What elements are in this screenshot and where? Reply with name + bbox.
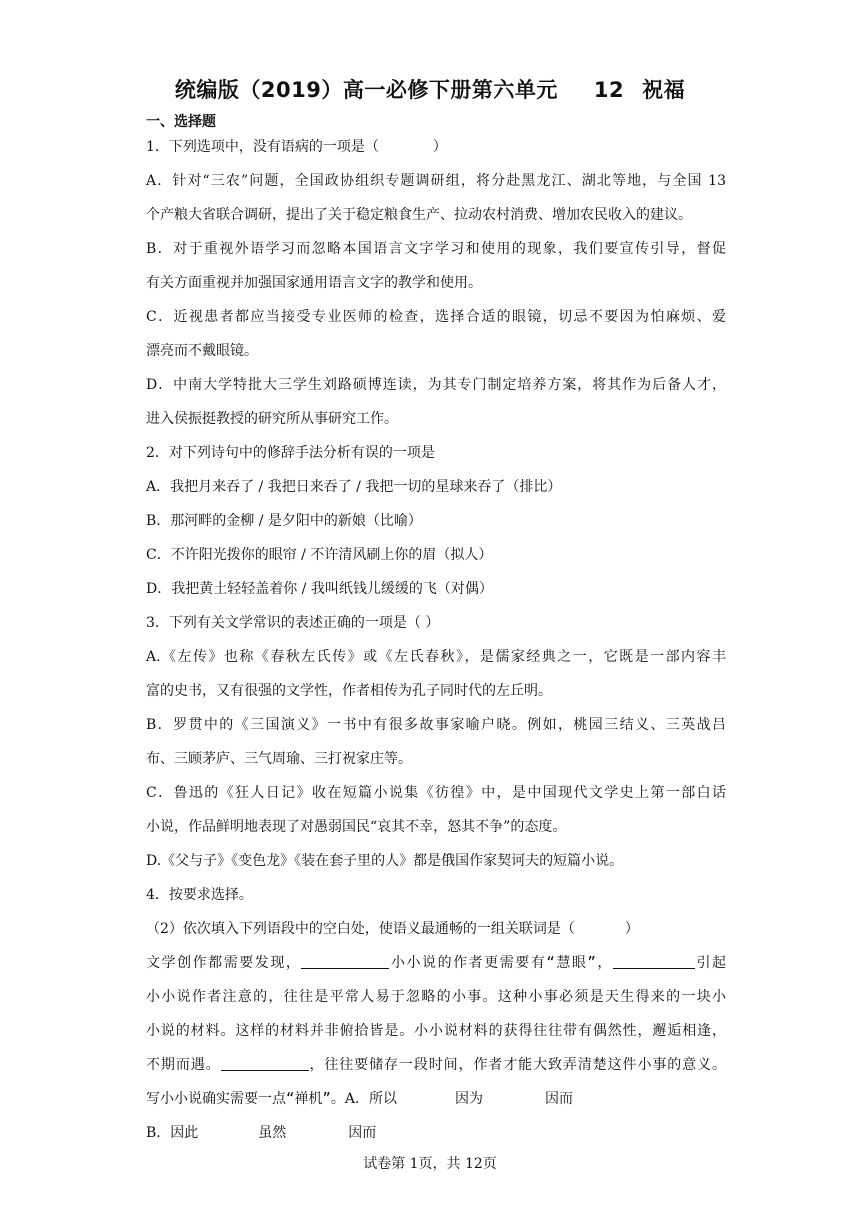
question-1-option-c: C．近视患者都应当接受专业医师的检查，选择合适的眼镜，切忌不要因为怕麻烦、爱 <box>146 309 726 325</box>
question-4-sub-stem: （2）依次填入下列语段中的空白处，使语义最通畅的一组关联词是（ ） <box>146 921 639 937</box>
question-1-option-b-cont: 有关方面重视并加强国家通用语言文字的教学和使用。 <box>146 275 482 291</box>
question-1-option-a-cont: 个产粮大省联合调研，提出了关于稳定粮食生产、拉动农村消费、增加农民收入的建议。 <box>146 207 692 223</box>
question-2-option-c: C．不许阳光拨你的眼帘 / 不许清风刷上你的眉（拟人） <box>146 547 493 563</box>
question-4-stem: 4．按要求选择。 <box>146 887 253 903</box>
title-lesson-name: 祝福 <box>642 78 686 102</box>
question-1-stem: 1．下列选项中，没有语病的一项是（ ） <box>146 139 447 155</box>
question-3-stem: 3．下列有关文学常识的表述正确的一项是（ ） <box>146 615 440 631</box>
page-title <box>0 74 860 104</box>
question-2-option-b: B．那河畔的金柳 / 是夕阳中的新娘（比喻） <box>146 513 422 529</box>
question-1-option-b: B．对于重视外语学习而忽略本国语言文字学习和使用的现象，我们要宣传引导，督促 <box>146 241 726 257</box>
question-3-option-d: D.《父与子》《变色龙》《装在套子里的人》都是俄国作家契诃夫的短篇小说。 <box>146 853 624 869</box>
question-list <box>146 130 726 1150</box>
passage-line-3: 小说的材料。这样的材料并非俯拾皆是。小小说材料的获得往往带有偶然性，邂逅相逢， <box>146 1023 726 1039</box>
passage-line-2: 小小说作者注意的，往往是平常人易于忽略的小事。这种小事必须是天生得来的一块小 <box>146 989 726 1005</box>
question-2-option-d: D．我把黄土轻轻盖着你 / 我叫纸钱儿缓缓的飞（对偶） <box>146 581 493 597</box>
section-heading: 一、选择题 <box>146 114 216 130</box>
answer-blank-3[interactable] <box>221 1056 309 1071</box>
question-3-option-a-cont: 富的史书，又有很强的文学性，作者相传为孔子同时代的左丘明。 <box>146 683 552 699</box>
passage-line-5: 写小小说确实需要一点“禅机”。A．所以 因为 因而 <box>146 1091 573 1107</box>
page-footer: 试卷第 1页，共 12页 <box>363 1156 497 1172</box>
question-3-option-c-cont: 小说，作品鲜明地表现了对愚弱国民“哀其不幸，怒其不争”的态度。 <box>146 819 567 835</box>
question-1-option-c-cont: 漂亮而不戴眼镜。 <box>146 343 258 359</box>
question-2-stem: 2．对下列诗句中的修辞手法分析有误的一项是 <box>146 445 435 461</box>
question-1-option-d: D．中南大学特批大三学生刘路硕博连读，为其专门制定培养方案，将其作为后备人才， <box>146 377 726 393</box>
passage-line-4: 不期而遇。 ，往往要储存一段时间，作者才能大致弄清楚这件小事的意义。 <box>146 1057 726 1073</box>
answer-blank-1[interactable] <box>301 954 389 969</box>
question-3-option-b-cont: 布、三顾茅庐、三气周瑜、三打祝家庄等。 <box>146 751 412 767</box>
question-1-option-d-cont: 进入侯振挺教授的研究所从事研究工作。 <box>146 411 398 427</box>
title-course: 统编版（2019）高一必修下册第六单元 <box>174 78 558 102</box>
question-4-option-b: B．因此 虽然 因而 <box>146 1125 377 1141</box>
passage-line-1: 文学创作都需要发现， 小小说的作者更需要有“慧眼”， 引起 <box>146 955 727 971</box>
question-4-option-a: A．所以 <box>344 1091 397 1107</box>
question-1-option-a: A．针对“三农”问题，全国政协组织专题调研组，将分赴黑龙江、湖北等地，与全国 13 <box>146 173 726 189</box>
question-2-option-a: A．我把月来吞了 / 我把日来吞了 / 我把一切的星球来吞了（排比） <box>146 479 562 495</box>
answer-blank-2[interactable] <box>613 954 695 969</box>
title-lesson-number: 12 <box>593 78 625 102</box>
question-3-option-a: A.《左传》也称《春秋左氏传》或《左氏春秋》，是儒家经典之一，它既是一部内容丰 <box>146 649 726 665</box>
question-3-option-b: B．罗贯中的《三国演义》一书中有很多故事家喻户晓。例如，桃园三结义、三英战吕 <box>146 717 726 733</box>
question-3-option-c: C．鲁迅的《狂人日记》收在短篇小说集《彷徨》中，是中国现代文学史上第一部白话 <box>146 785 726 801</box>
